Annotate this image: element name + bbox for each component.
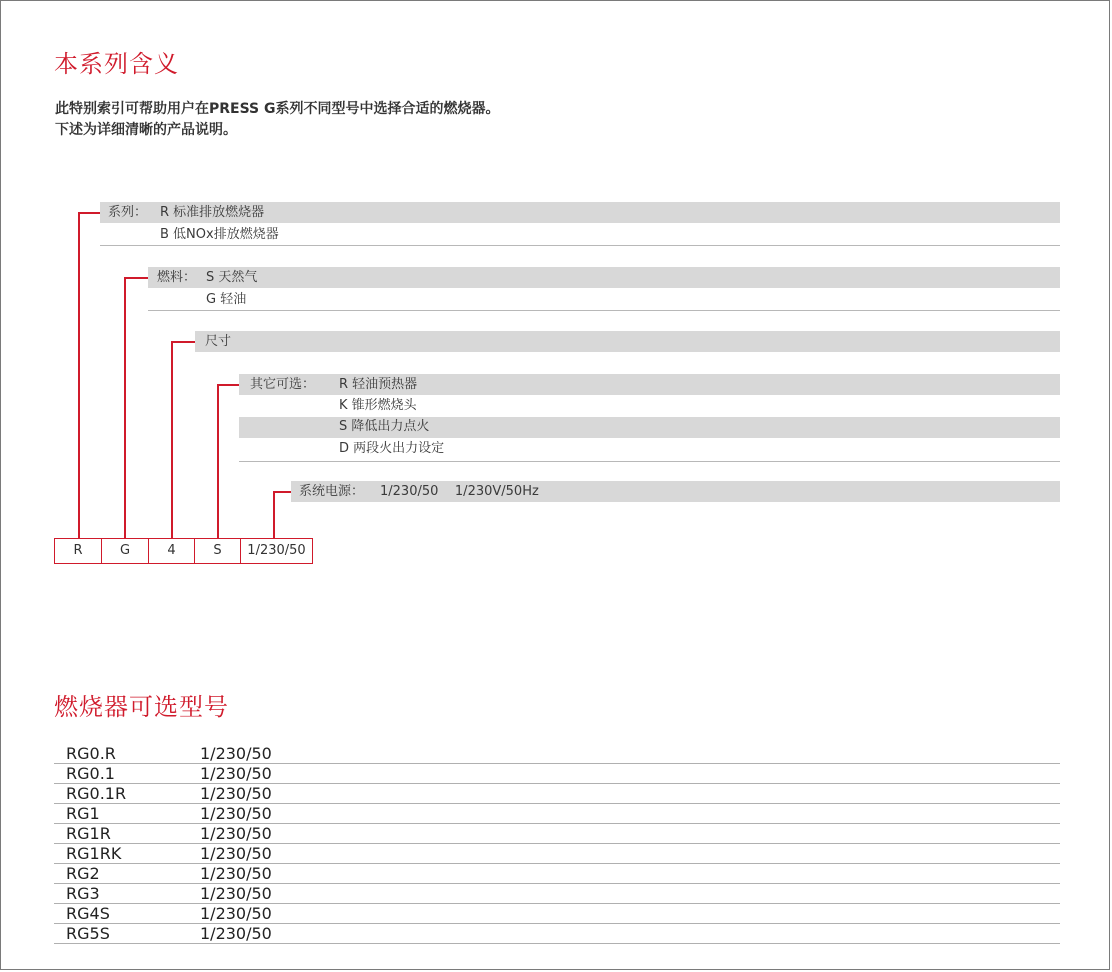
intro-line-2: 下述为详细清晰的产品说明。	[55, 122, 237, 138]
code-box-option: S	[195, 539, 241, 563]
code-box-fuel: G	[102, 539, 149, 563]
model-name: RG1R	[66, 824, 111, 843]
fuel-label: 燃料：	[157, 270, 197, 285]
connector-power-vertical	[273, 491, 275, 538]
fuel-rule	[148, 310, 1060, 311]
connector-power-horizontal	[273, 491, 291, 493]
code-box-series: R	[55, 539, 102, 563]
series-label: 系列：	[108, 205, 148, 220]
table-row	[54, 924, 1060, 944]
other-option-k: K 锥形燃烧头	[339, 398, 417, 413]
connector-size-vertical	[171, 341, 173, 538]
table-row	[54, 804, 1060, 824]
model-power: 1/230/50	[200, 824, 272, 843]
table-row	[54, 744, 1060, 764]
other-option-d: D 两段火出力设定	[339, 441, 445, 456]
code-box-power: 1/230/50	[247, 543, 306, 558]
model-name: RG3	[66, 884, 100, 903]
model-power: 1/230/50	[200, 844, 272, 863]
table-row	[54, 824, 1060, 844]
other-rule	[239, 461, 1060, 462]
table-row	[54, 784, 1060, 804]
connector-other-horizontal	[217, 384, 239, 386]
model-power: 1/230/50	[200, 804, 272, 823]
size-band	[195, 331, 1060, 352]
table-row	[54, 864, 1060, 884]
model-power: 1/230/50	[200, 884, 272, 903]
code-box-size: 4	[149, 539, 195, 563]
connector-size-horizontal	[171, 341, 195, 343]
table-row	[54, 844, 1060, 864]
connector-series-horizontal	[78, 212, 100, 214]
connector-other-vertical	[217, 384, 219, 538]
model-name: RG0.1	[66, 764, 115, 783]
connector-fuel-vertical	[124, 277, 126, 538]
other-option-s: S 降低出力点火	[339, 419, 430, 434]
fuel-band	[148, 267, 1060, 288]
model-power: 1/230/50	[200, 764, 272, 783]
power-text: 1/230/50 1/230V/50Hz	[380, 484, 539, 499]
table-row	[54, 884, 1060, 904]
size-label: 尺寸	[205, 334, 232, 349]
model-power: 1/230/50	[200, 784, 272, 803]
intro-text	[55, 99, 500, 141]
model-power: 1/230/50	[200, 744, 272, 763]
series-option-r: R 标准排放燃烧器	[160, 205, 265, 220]
section-title-models: 燃烧器可选型号	[54, 693, 229, 721]
model-name: RG4S	[66, 904, 110, 923]
connector-series-vertical	[78, 212, 80, 538]
other-option-r: R 轻油预热器	[339, 377, 418, 392]
model-power: 1/230/50	[200, 864, 272, 883]
model-power: 1/230/50	[200, 904, 272, 923]
table-row	[54, 904, 1060, 924]
section-title-meaning: 本系列含义	[54, 50, 179, 78]
series-option-b: B 低NOx排放燃烧器	[160, 227, 279, 242]
power-label: 系统电源：	[299, 484, 365, 499]
other-label: 其它可选：	[250, 377, 316, 392]
model-power: 1/230/50	[200, 924, 272, 943]
connector-fuel-horizontal	[124, 277, 148, 279]
models-table	[54, 744, 1060, 944]
model-name: RG5S	[66, 924, 110, 943]
model-name: RG1RK	[66, 844, 122, 863]
series-rule	[100, 245, 1060, 246]
table-row	[54, 764, 1060, 784]
model-name: RG0.R	[66, 744, 116, 763]
model-name: RG2	[66, 864, 100, 883]
intro-line-1: 此特别索引可帮助用户在PRESS G系列不同型号中选择合适的燃烧器。	[55, 101, 500, 117]
fuel-option-s: S 天然气	[206, 270, 258, 285]
model-code-boxes	[54, 538, 313, 564]
model-name: RG1	[66, 804, 100, 823]
fuel-option-g: G 轻油	[206, 292, 247, 307]
model-name: RG0.1R	[66, 784, 127, 803]
